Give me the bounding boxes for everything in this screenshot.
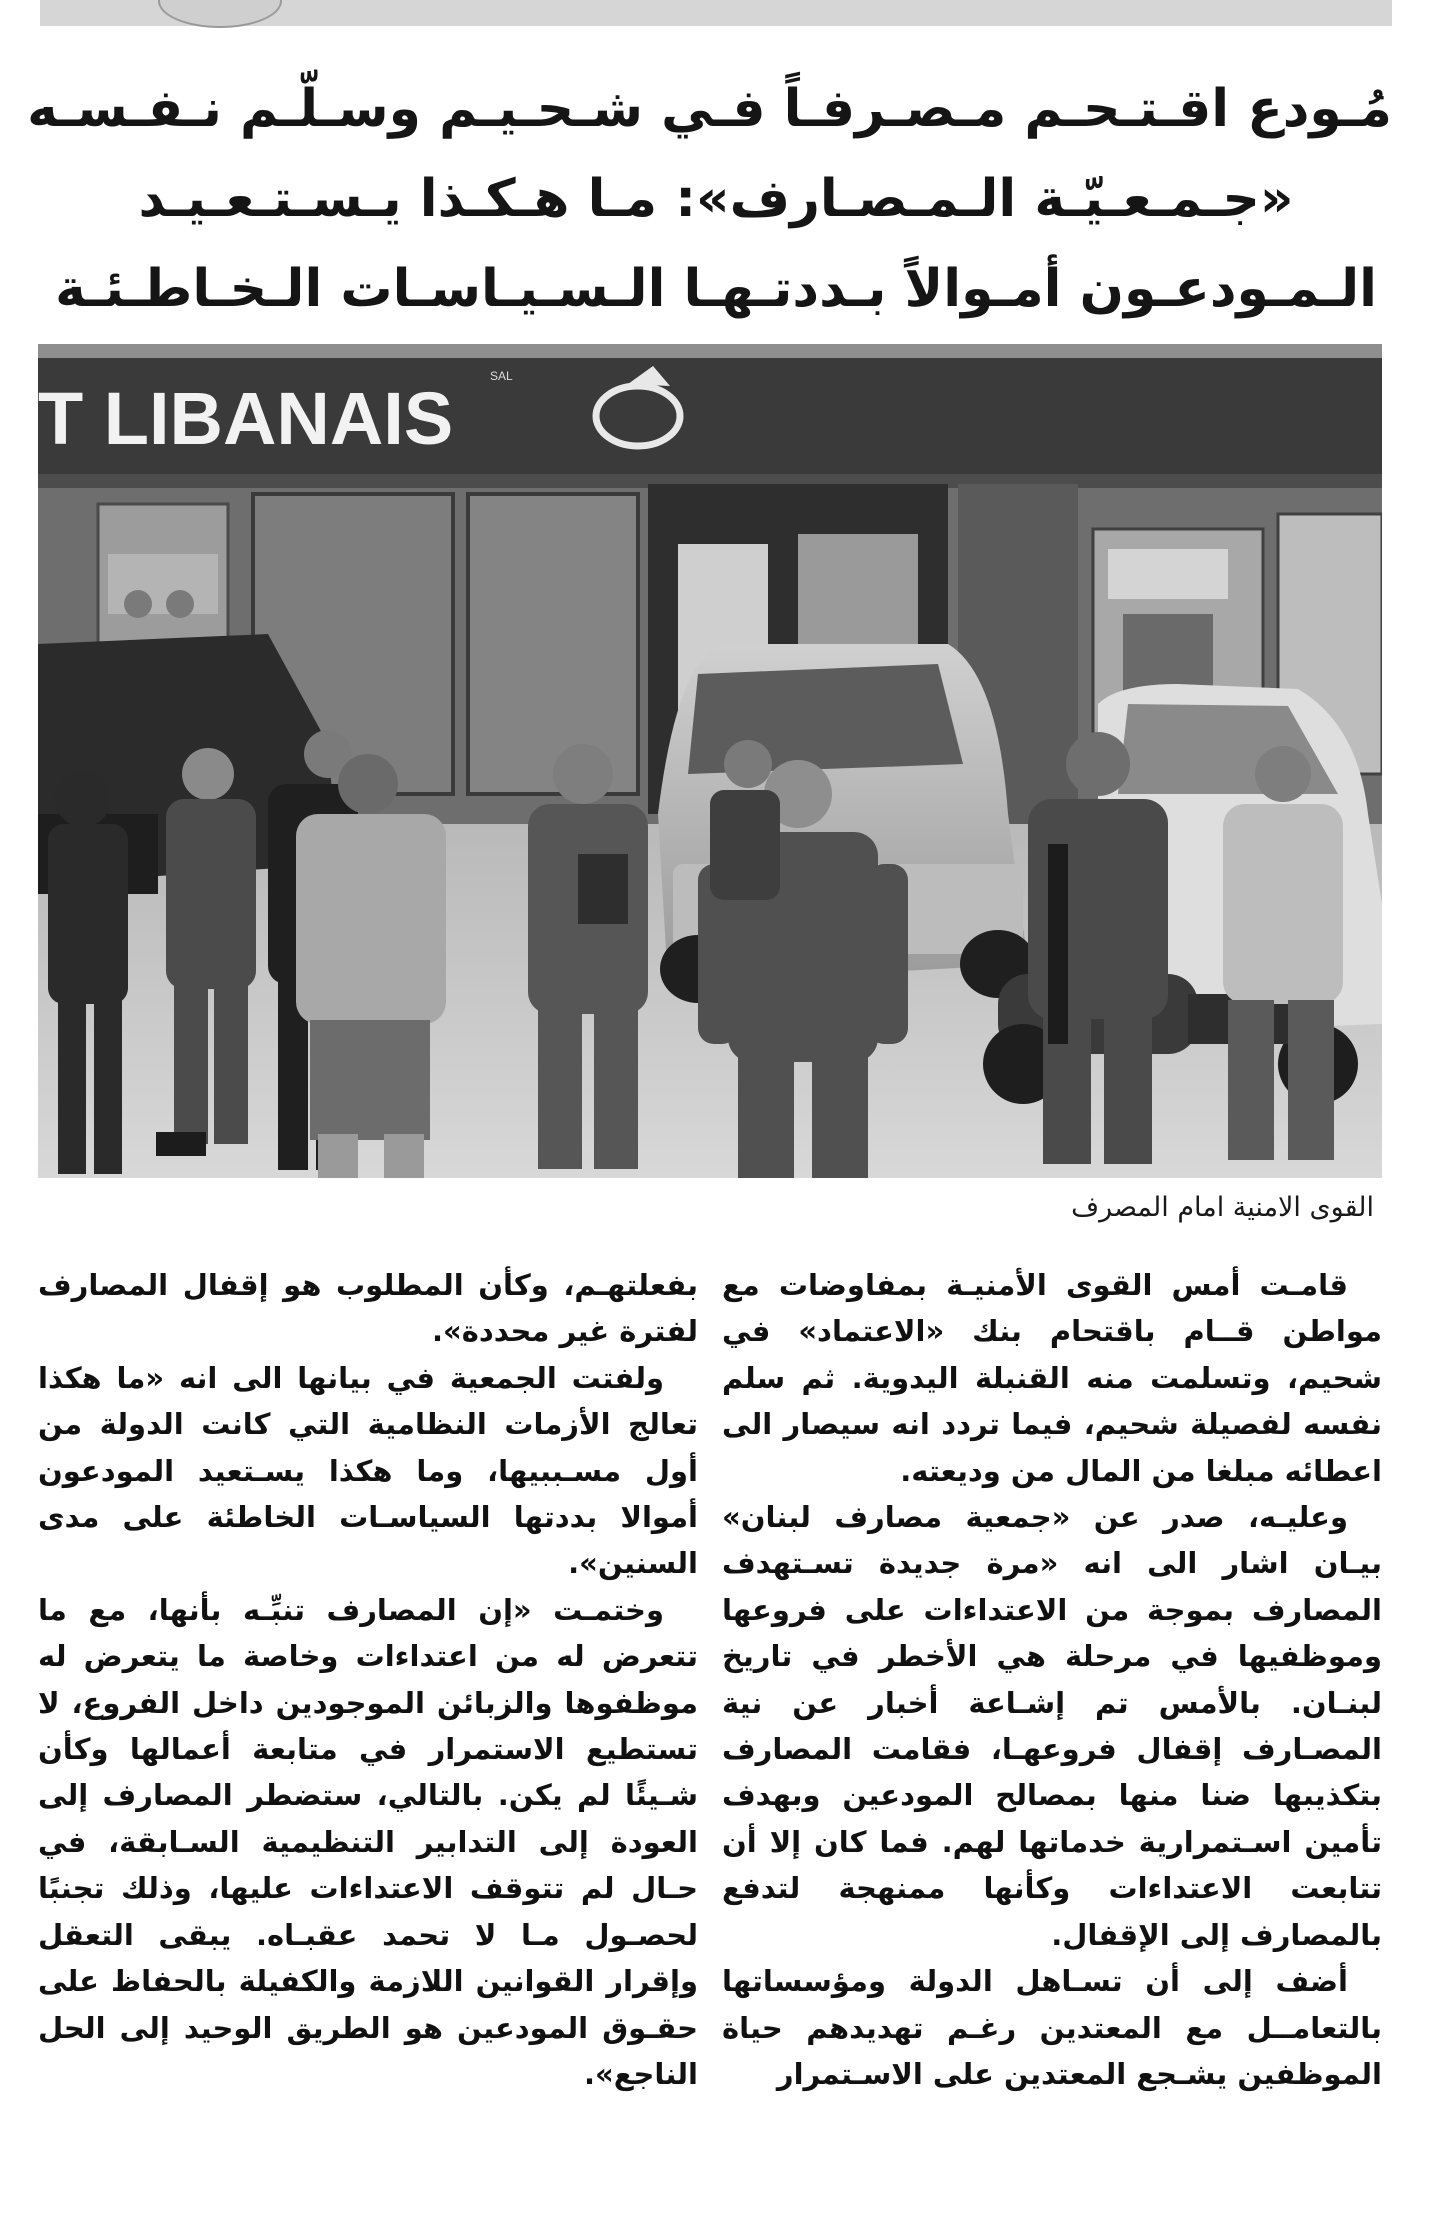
article-column-left — [38, 1262, 698, 2097]
bank-sign-latin: T LIBANAIS — [38, 377, 454, 460]
headline-line-2: «جـمـعـيّـة الـمـصـارف»: مـا هـكـذا يـسـتـعـيـد — [138, 169, 1294, 229]
bank-sign-sal: SAL — [490, 369, 513, 383]
newspaper-logo-fragment — [158, 0, 282, 28]
article-paragraph: وختمـت «إن المصارف تنبِّـه بأنها، مع ما تتعرض له من اعتداءات وخاصة ما يتعرض له موظفوها والزبائن الموجودين داخل الفروع، لا تستطيع الاستمرار في متابعة أعمالها وكأن شـيئًا لم يكن. بالتالي، ستضطر المصارف إلى العودة إلى التدابير التنظيمية السـابقة، في حـال لم تتوقف الاعتداءات عليها، وذلك تجنبًا لحصـول مـا لا تحمد عقبـاه. يبقى التعقل وإقرار القوانين اللازمة والكفيلة بالحفاظ على حقـوق المودعين هو الطريق الوحيد إلى الحل الناجع». — [38, 1592, 698, 2091]
article-paragraph: بفعلتهـم، وكأن المطلوب هو إقفال المصارف لفترة غير محددة». — [38, 1268, 698, 1349]
article-column-right — [722, 1262, 1382, 2097]
news-photo — [38, 344, 1382, 1178]
article-paragraph: أضف إلى أن تسـاهل الدولة ومؤسساتها بالتعامــل مع المعتدين رغـم تهديدهم حياة الموظفين يشـجع المعتدين على الاسـتمرار — [722, 1964, 1382, 2091]
article-headline — [27, 64, 1392, 334]
article-paragraph: قامـت أمس القوى الأمنيـة بمفاوضات مع مواطن قــام باقتحام بنك «الاعتماد» في شحيم، وتسلمت منه القنبلة اليدوية. ثم سلم نفسه لفصيلة شحيم، فيما تردد انه سيصار الى اعطائه مبلغا من المال من وديعته. — [722, 1268, 1382, 1488]
article-paragraph: ولفتت الجمعية في بيانها الى انه «ما هكذا تعالج الأزمات النظامية التي كانت الدولة من أول مسـببيها، وما هكذا يسـتعيد المودعون أموالا بددتها السياسـات الخاطئة على مدى السنين». — [38, 1360, 698, 1581]
headline-line-1: مُـودع اقـتـحـم مـصـرفـاً فـي شـحـيـم وسـلّـم نـفـسـه — [27, 79, 1392, 139]
article-paragraph: وعليـه، صدر عن «جمعية مصارف لبنان» بيـان اشار الى انه «مرة جديدة تسـتهدف المصارف بموجة من الاعتداءات على فروعها وموظفيها في مرحلة هي الأخطر في تاريخ لبنـان. بالأمس تم إشـاعة أخبار عن نية المصـارف إقفال فروعهـا، فقامت المصارف بتكذيبها ضنا منها بمصالح المودعين وبهدف تأمين اسـتمرارية خدماتها لهم. فما كان إلا أن تتابعت الاعتداءات وكأنها ممنهجة لتدفع بالمصارف إلى الإقفال. — [722, 1500, 1382, 1952]
photo-caption: القوى الامنية امام المصرف — [1071, 1192, 1374, 1223]
top-header-strip — [40, 0, 1392, 26]
headline-line-3: الـمـودعـون أمـوالاً بـددتـهـا الـسـيـاسـات الـخـاطـئـة — [55, 259, 1377, 319]
bank-street-scene — [38, 344, 1382, 1178]
civilian-light-shirt — [296, 754, 446, 1178]
